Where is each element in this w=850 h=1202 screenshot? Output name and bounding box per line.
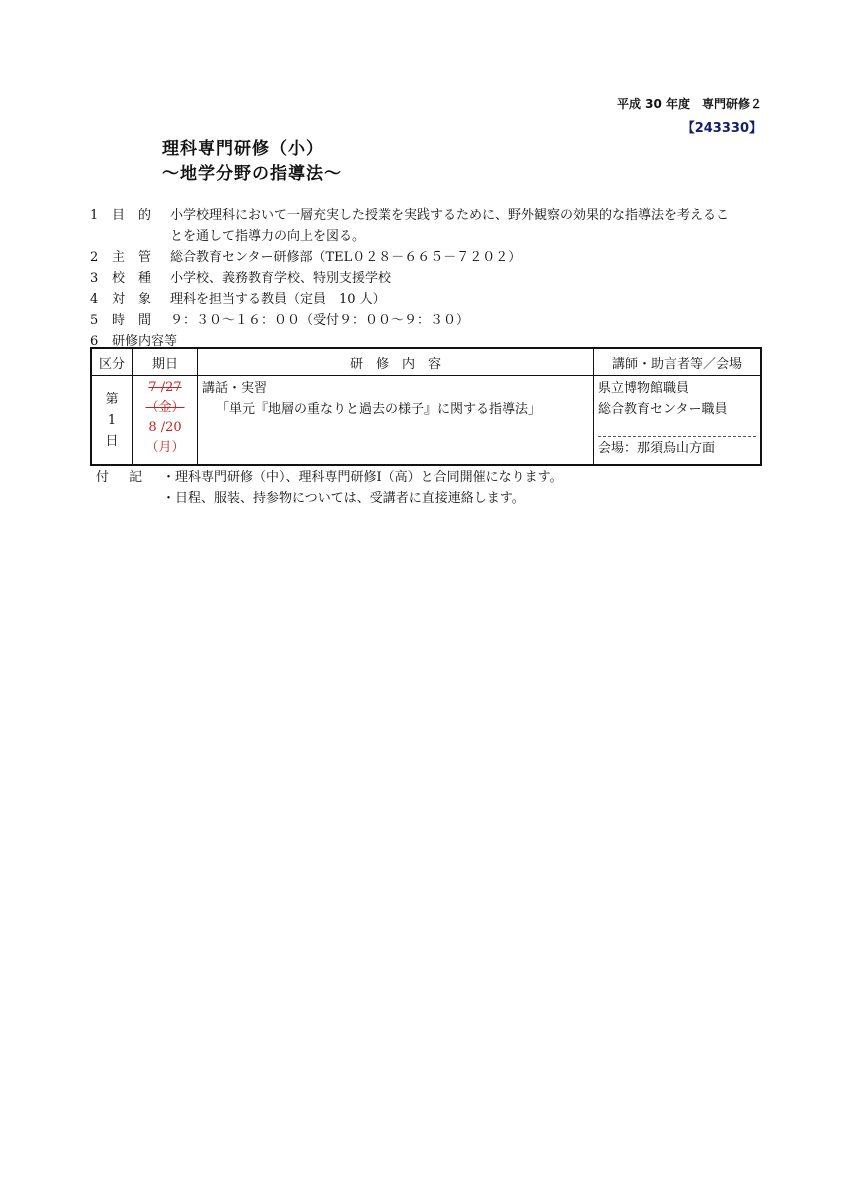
- division-cell: [91, 376, 133, 466]
- venue: 会場：那須烏山方面: [598, 436, 756, 459]
- lecturer-cell: [594, 376, 762, 466]
- item-text-continued: とを通して指導力の向上を図る。: [170, 229, 366, 244]
- table-row: [91, 376, 761, 466]
- item-text: 小学校、義務教育学校、特別支援学校: [170, 271, 392, 286]
- header-date: 期日: [133, 348, 198, 376]
- item-number: 1: [90, 208, 99, 223]
- new-date: 8 /20: [148, 420, 182, 435]
- notes-label-spacer: [96, 488, 162, 509]
- item-number: 3: [90, 271, 99, 286]
- detail-host: [90, 247, 770, 268]
- notes: [96, 467, 563, 509]
- division-char: 日: [105, 433, 119, 449]
- item-label: 校 種: [112, 271, 152, 286]
- lecturer-1: 県立博物館職員: [598, 381, 690, 396]
- detail-purpose: [90, 205, 770, 226]
- detail-purpose-cont: [90, 226, 770, 247]
- old-date: 7 /27: [148, 380, 182, 395]
- item-label: 主 管: [112, 250, 152, 265]
- item-text: 総合教育センター研修部（TEL０２８－６６５－７２０２）: [170, 250, 522, 265]
- notes-label: 付 記: [96, 470, 151, 485]
- item-text: 理科を担当する教員（定員 10 人）: [170, 292, 386, 307]
- schedule-table: [90, 347, 762, 466]
- division-char: 1: [107, 412, 117, 428]
- page-subtitle: ～地学分野の指導法～: [162, 164, 342, 184]
- note-row: [96, 488, 563, 509]
- item-text: 小学校理科において一層充実した授業を実践するために、野外観察の効果的な指導法を考えるこ: [170, 208, 730, 223]
- page-title: 理科専門研修（小）: [162, 139, 324, 159]
- detail-target: [90, 289, 770, 310]
- detail-time: [90, 310, 770, 331]
- note-row: [96, 467, 563, 488]
- item-label: 目 的: [112, 208, 152, 223]
- item-label: 研修内容等: [112, 334, 178, 349]
- item-number: 6: [90, 334, 99, 349]
- header-division: 区分: [91, 348, 133, 376]
- course-details: [90, 205, 770, 352]
- new-weekday: （月）: [145, 440, 185, 455]
- lecturer-2: 総合教育センター職員: [598, 402, 728, 417]
- date-cell: [133, 376, 198, 466]
- item-label: 時 間: [112, 313, 152, 328]
- item-number: 4: [90, 292, 99, 307]
- course-code: 【243330】: [681, 121, 762, 136]
- item-number: 5: [90, 313, 99, 328]
- content-title: 講話・実習: [202, 381, 268, 396]
- division-char: 第: [105, 391, 119, 407]
- note-line: ・日程、服装、持参物については、受講者に直接連絡します。: [162, 491, 525, 506]
- header-content: 研 修 内 容: [198, 348, 594, 376]
- table-header-row: [91, 348, 761, 376]
- note-line: ・理科専門研修（中）、理科専門研修Ⅰ（高）と合同開催になります。: [162, 470, 563, 485]
- detail-school-type: [90, 268, 770, 289]
- item-number: 2: [90, 250, 99, 265]
- item-text: ９：３０～１６：００（受付９：００～９：３０）: [170, 313, 470, 328]
- content-cell: [198, 376, 594, 466]
- item-label: 対 象: [112, 292, 152, 307]
- header-lecturer: 講師・助言者等／会場: [594, 348, 762, 376]
- content-detail: 「単元『地層の重なりと過去の様子』に関する指導法」: [216, 402, 542, 417]
- fiscal-year-label: 平成 30 年度 専門研修２: [616, 97, 762, 111]
- old-weekday: （金）: [145, 400, 185, 415]
